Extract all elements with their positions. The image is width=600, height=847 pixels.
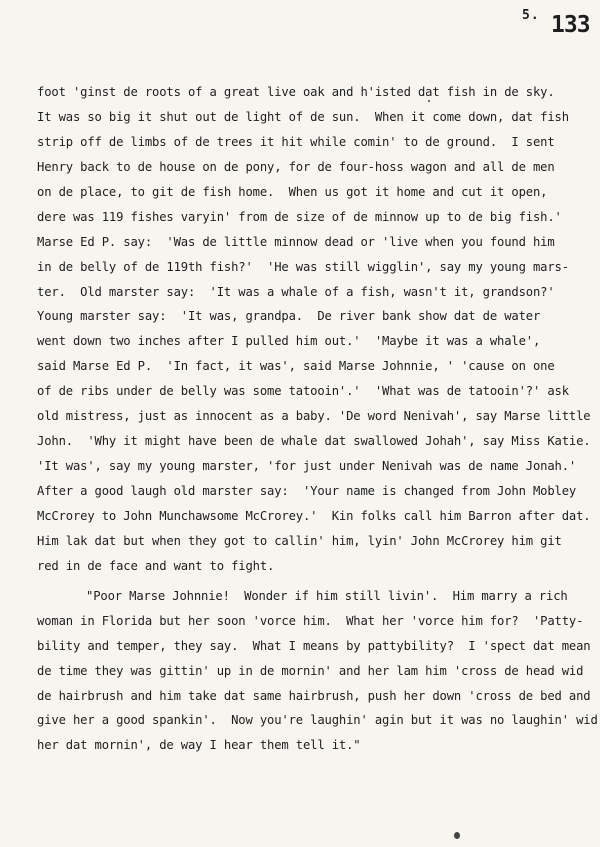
text-line: of de ribs under de belly was some tatooin'.' 'What was de tatooin'?' ask: [37, 384, 569, 399]
text-line: de hairbrush and him take dat same hairbrush, push her down 'cross de bed and: [37, 688, 591, 703]
ink-speck: [428, 100, 430, 102]
ink-speck: [454, 832, 460, 839]
text-line: Henry back to de house on de pony, for de four-hoss wagon and all de men: [37, 159, 555, 174]
text-line: After a good laugh old marster say: 'Your name is changed from John Mobley: [37, 484, 577, 498]
text-line: give her a good spankin'. Now you're laughin' agin but it was no laughin' wid: [37, 713, 598, 728]
text-line: de time they was gittin' up in de mornin' and her lam him 'cross de head wid: [37, 663, 584, 678]
text-line: foot 'ginst de roots of a great live oak and h'isted dat fish in de sky.: [37, 85, 555, 99]
text-line: John. 'Why it might have been de whale dat swallowed Johah', say Miss Katie.: [37, 434, 591, 449]
text-line: Him lak dat but when they got to callin' him, lyin' John McCrorey him git: [37, 533, 562, 548]
page-number-small: 5.: [522, 8, 540, 23]
text-line: 'It was', say my young marster, 'for just under Nenivah was de name Jonah.': [37, 459, 577, 474]
text-line: her dat mornin', de way I hear them tell it.": [37, 738, 361, 753]
text-line: went down two inches after I pulled him out.' 'Maybe it was a whale',: [37, 334, 541, 349]
text-line: bility and temper, they say. What I means by pattybility? I 'spect dat mean: [37, 638, 591, 653]
page-number: 133: [551, 12, 590, 38]
text-line: McCrorey to John Munchawsome McCrorey.' Kin folks call him Barron after dat.: [37, 508, 591, 523]
text-line: dere was 119 fishes varyin' from de size of de minnow up to de big fish.': [37, 209, 562, 224]
text-line: It was so big it shut out de light of de sun. When it come down, dat fish: [37, 109, 569, 124]
text-line: ter. Old marster say: 'It was a whale of a fish, wasn't it, grandson?': [37, 284, 555, 299]
text-line: woman in Florida but her soon 'vorce him. What her 'vorce him for? 'Patty-: [37, 613, 584, 628]
text-line: Marse Ed P. say: 'Was de little minnow dead or 'live when you found him: [37, 234, 555, 249]
text-line: Young marster say: 'It was, grandpa. De river bank show dat de water: [37, 309, 541, 324]
text-line: "Poor Marse Johnnie! Wonder if him still livin'. Him marry a rich: [86, 588, 568, 603]
text-line: strip off de limbs of de trees it hit while comin' to de ground. I sent: [37, 134, 555, 149]
text-line: in de belly of de 119th fish?' 'He was still wigglin', say my young mars-: [37, 259, 569, 274]
document-body: [37, 80, 598, 758]
text-line: red in de face and want to fight.: [37, 558, 275, 573]
text-line: said Marse Ed P. 'In fact, it was', said Marse Johnnie, ' 'cause on one: [37, 359, 555, 374]
text-line: old mistress, just as innocent as a baby. 'De word Nenivah', say Marse little: [37, 409, 591, 424]
text-line: on de place, to git de fish home. When us got it home and cut it open,: [37, 184, 548, 199]
